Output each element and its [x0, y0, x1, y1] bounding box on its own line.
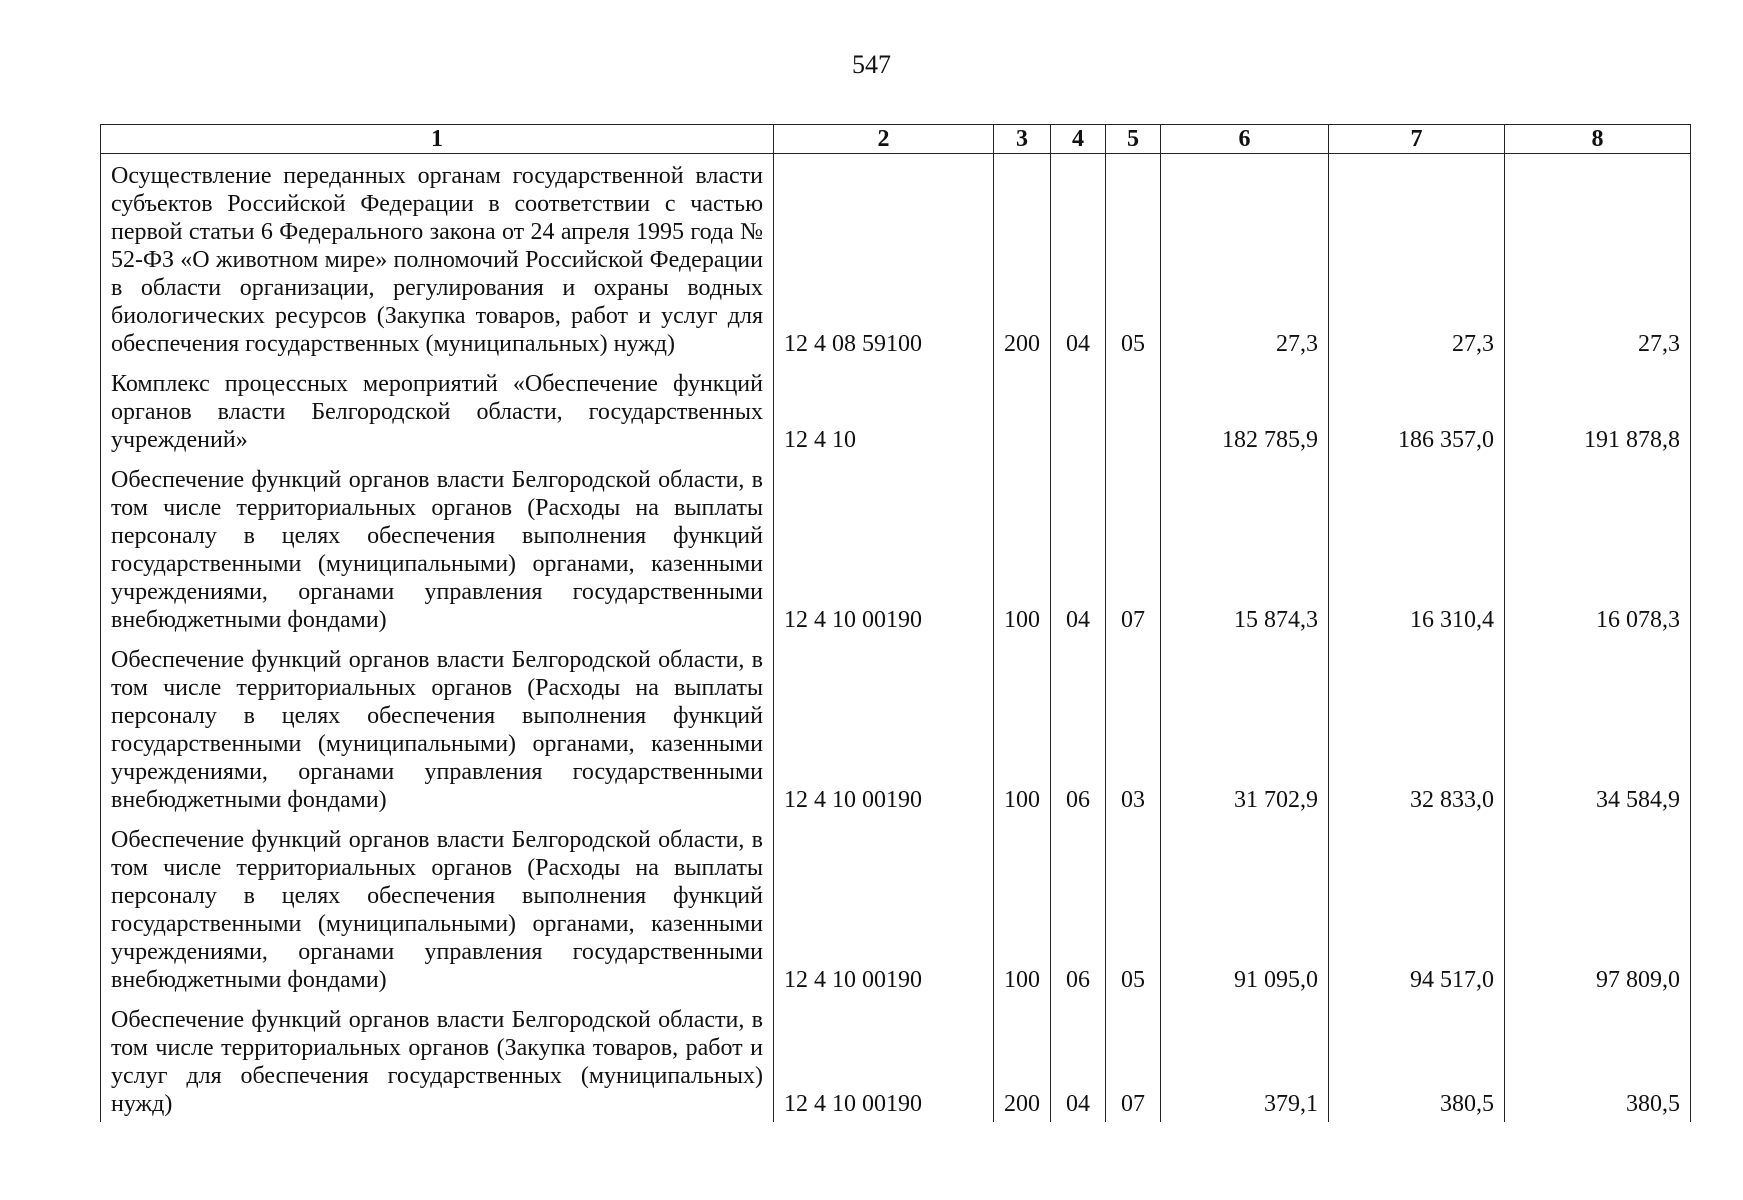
table-header-row: [101, 125, 1691, 154]
row-col5: 05: [1106, 154, 1161, 363]
row-description: Обеспечение функций органов власти Белгородской области, в том числе территориальных органов (Расходы на выплаты персоналу в целях обеспечения выполнения функций государственными (муниципальными) органами, казенными учреждениями, органами управления государственными внебюджетными фондами): [101, 638, 774, 818]
column-header: 8: [1505, 125, 1691, 154]
row-value-7: 32 833,0: [1329, 638, 1505, 818]
budget-table: [100, 124, 1691, 1122]
row-value-8: 34 584,9: [1505, 638, 1691, 818]
row-code: 12 4 10 00190: [774, 638, 994, 818]
row-col4: 04: [1051, 458, 1106, 638]
column-header: 2: [774, 125, 994, 154]
row-col3: 100: [994, 458, 1051, 638]
row-col5: 05: [1106, 818, 1161, 998]
row-value-6: 15 874,3: [1161, 458, 1329, 638]
row-value-7: 94 517,0: [1329, 818, 1505, 998]
row-value-6: 27,3: [1161, 154, 1329, 363]
column-header: 7: [1329, 125, 1505, 154]
row-description: Обеспечение функций органов власти Белгородской области, в том числе территориальных органов (Расходы на выплаты персоналу в целях обеспечения выполнения функций государственными (муниципальными) органами, казенными учреждениями, органами управления государственными внебюджетными фондами): [101, 458, 774, 638]
row-description: Комплекс процессных мероприятий «Обеспечение функций органов власти Белгородской области, государственных учреждений»: [101, 362, 774, 458]
row-col5: 03: [1106, 638, 1161, 818]
table-row: [101, 818, 1691, 998]
row-description: Обеспечение функций органов власти Белгородской области, в том числе территориальных органов (Закупка товаров, работ и услуг для обеспечения государственных (муниципальных) нужд): [101, 998, 774, 1122]
column-header: 3: [994, 125, 1051, 154]
row-description: Обеспечение функций органов власти Белгородской области, в том числе территориальных органов (Расходы на выплаты персоналу в целях обеспечения выполнения функций государственными (муниципальными) органами, казенными учреждениями, органами управления государственными внебюджетными фондами): [101, 818, 774, 998]
row-value-7: 380,5: [1329, 998, 1505, 1122]
column-header: 5: [1106, 125, 1161, 154]
row-col4: [1051, 362, 1106, 458]
table-row: [101, 998, 1691, 1122]
row-col3: 100: [994, 638, 1051, 818]
row-value-7: 186 357,0: [1329, 362, 1505, 458]
row-col4: 06: [1051, 638, 1106, 818]
row-col3: 200: [994, 154, 1051, 363]
row-col4: 04: [1051, 154, 1106, 363]
row-col3: 100: [994, 818, 1051, 998]
row-value-8: 16 078,3: [1505, 458, 1691, 638]
row-description: Осуществление переданных органам государственной власти субъектов Российской Федерации в соответствии с частью первой статьи 6 Федерального закона от 24 апреля 1995 года № 52-ФЗ «О животном мире» полномочий Российской Федерации в области организации, регулирования и охраны водных биологических ресурсов (Закупка товаров, работ и услуг для обеспечения государственных (муниципальных) нужд): [101, 154, 774, 363]
row-code: 12 4 10 00190: [774, 458, 994, 638]
table-row: [101, 362, 1691, 458]
row-code: 12 4 10 00190: [774, 998, 994, 1122]
row-value-6: 31 702,9: [1161, 638, 1329, 818]
row-col4: 04: [1051, 998, 1106, 1122]
row-col5: 07: [1106, 458, 1161, 638]
row-value-7: 27,3: [1329, 154, 1505, 363]
page-number: 547: [852, 50, 891, 79]
row-value-8: 27,3: [1505, 154, 1691, 363]
row-col5: 07: [1106, 998, 1161, 1122]
column-header: 4: [1051, 125, 1106, 154]
row-value-6: 379,1: [1161, 998, 1329, 1122]
row-value-6: 182 785,9: [1161, 362, 1329, 458]
row-code: 12 4 10 00190: [774, 818, 994, 998]
row-value-8: 380,5: [1505, 998, 1691, 1122]
row-col3: 200: [994, 998, 1051, 1122]
row-col3: [994, 362, 1051, 458]
row-value-7: 16 310,4: [1329, 458, 1505, 638]
row-col5: [1106, 362, 1161, 458]
column-header: 6: [1161, 125, 1329, 154]
row-col4: 06: [1051, 818, 1106, 998]
column-header: 1: [101, 125, 774, 154]
table-row: [101, 154, 1691, 363]
row-code: 12 4 10: [774, 362, 994, 458]
row-code: 12 4 08 59100: [774, 154, 994, 363]
row-value-8: 97 809,0: [1505, 818, 1691, 998]
row-value-8: 191 878,8: [1505, 362, 1691, 458]
row-value-6: 91 095,0: [1161, 818, 1329, 998]
table-row: [101, 638, 1691, 818]
table-row: [101, 458, 1691, 638]
